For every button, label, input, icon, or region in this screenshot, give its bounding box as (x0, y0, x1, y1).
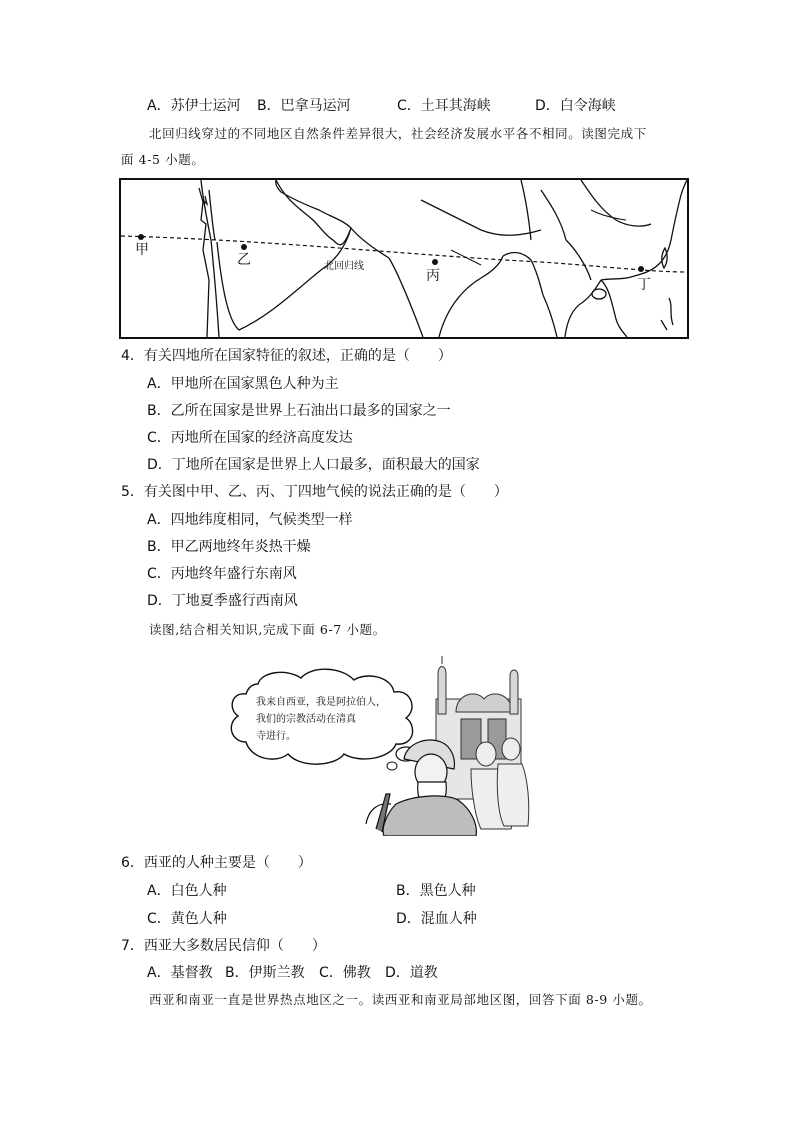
intro-4-5-line1: 北回归线穿过的不同地区自然条件差异很大，社会经济发展水平各不相同。读图完成下 (149, 126, 647, 141)
q6-option-c: C．黄色人种 (147, 911, 227, 927)
q4-option-d: D．丁地所在国家是世界上人口最多，面积最大的国家 (147, 457, 480, 473)
intro-4-5-line2: 面 4-5 小题。 (121, 152, 205, 167)
bubble-line2: 我们的宗教活动在清真 (256, 714, 356, 725)
border-lines (421, 180, 651, 280)
q4-option-a: A．甲地所在国家黑色人种为主 (147, 376, 339, 392)
label-jia: 甲 (135, 242, 149, 258)
q7-option-b: B．伊斯兰教 (225, 965, 305, 981)
label-ding: 丁 (637, 277, 651, 293)
label-tropic: 北回归线 (324, 261, 364, 272)
intro-6-7: 读图,结合相关知识,完成下面 6-7 小题。 (149, 622, 386, 637)
hainan-island (592, 289, 606, 299)
point-ding (638, 266, 644, 272)
q5-option-d: D．丁地夏季盛行西南风 (147, 593, 298, 609)
coastline-china-south (601, 240, 671, 280)
point-yi (241, 244, 247, 250)
q6-option-a: A．白色人种 (147, 883, 227, 899)
coastline-china-east (671, 180, 687, 240)
map-figure (121, 180, 687, 337)
q5-option-b: B．甲乙两地终年炎热干燥 (147, 539, 311, 555)
label-yi: 乙 (237, 252, 251, 268)
river-lines (451, 210, 626, 265)
coastline-india-east (439, 256, 503, 337)
arab-cartoon-illustration (226, 654, 530, 836)
point-jia (138, 234, 144, 240)
tropic-of-cancer-map (119, 178, 689, 339)
coastline-bangladesh (503, 253, 543, 295)
label-bing: 丙 (426, 268, 440, 284)
q7-option-d: D．道教 (385, 965, 438, 981)
cartoon-drawing (226, 654, 530, 836)
coastline-pakistan (351, 228, 389, 258)
q5-option-c: C．丙地终年盛行东南风 (147, 566, 297, 582)
bubble-tail-small (387, 762, 397, 770)
q4-option-b: B．乙所在国家是世界上石油出口最多的国家之一 (147, 403, 451, 419)
point-bing (432, 259, 438, 265)
q7-stem: 7．西亚大多数居民信仰（ ） (121, 938, 326, 954)
bubble-line3: 寺进行。 (256, 731, 296, 742)
coastline-myanmar (543, 295, 557, 337)
q3-option-c: C．土耳其海峡 (397, 98, 491, 114)
q3-option-a: A．苏伊士运河 (147, 98, 241, 114)
coastline-persian-gulf (276, 180, 333, 240)
bubble-line1: 我来自西亚，我是阿拉伯人， (256, 697, 386, 708)
q5-option-a: A．四地纬度相同，气候类型一样 (147, 512, 353, 528)
q3-option-d: D．白令海峡 (535, 98, 616, 114)
q6-stem: 6．西亚的人种主要是（ ） (121, 855, 312, 871)
nile-outline (199, 188, 209, 337)
q7-option-c: C．佛教 (319, 965, 371, 981)
q4-stem: 4．有关四地所在国家特征的叙述，正确的是（ ） (121, 348, 452, 364)
q7-option-a: A．基督教 (147, 965, 213, 981)
coastline-india (389, 258, 423, 337)
intro-8-9: 西亚和南亚一直是世界热点地区之一。读西亚和南亚局部地区图，回答下面 8-9 小题。 (149, 992, 652, 1007)
q4-option-c: C．丙地所在国家的经济高度发达 (147, 430, 353, 446)
philippines-islands (661, 298, 673, 330)
q3-option-b: B．巴拿马运河 (257, 98, 351, 114)
q5-stem: 5．有关图中甲、乙、丙、丁四地气候的说法正确的是（ ） (121, 484, 508, 500)
q6-option-b: B．黑色人种 (396, 883, 476, 899)
coastline-vietnam (601, 280, 627, 337)
q6-option-d: D．混血人种 (396, 911, 477, 927)
coastline-indochina (565, 280, 601, 337)
